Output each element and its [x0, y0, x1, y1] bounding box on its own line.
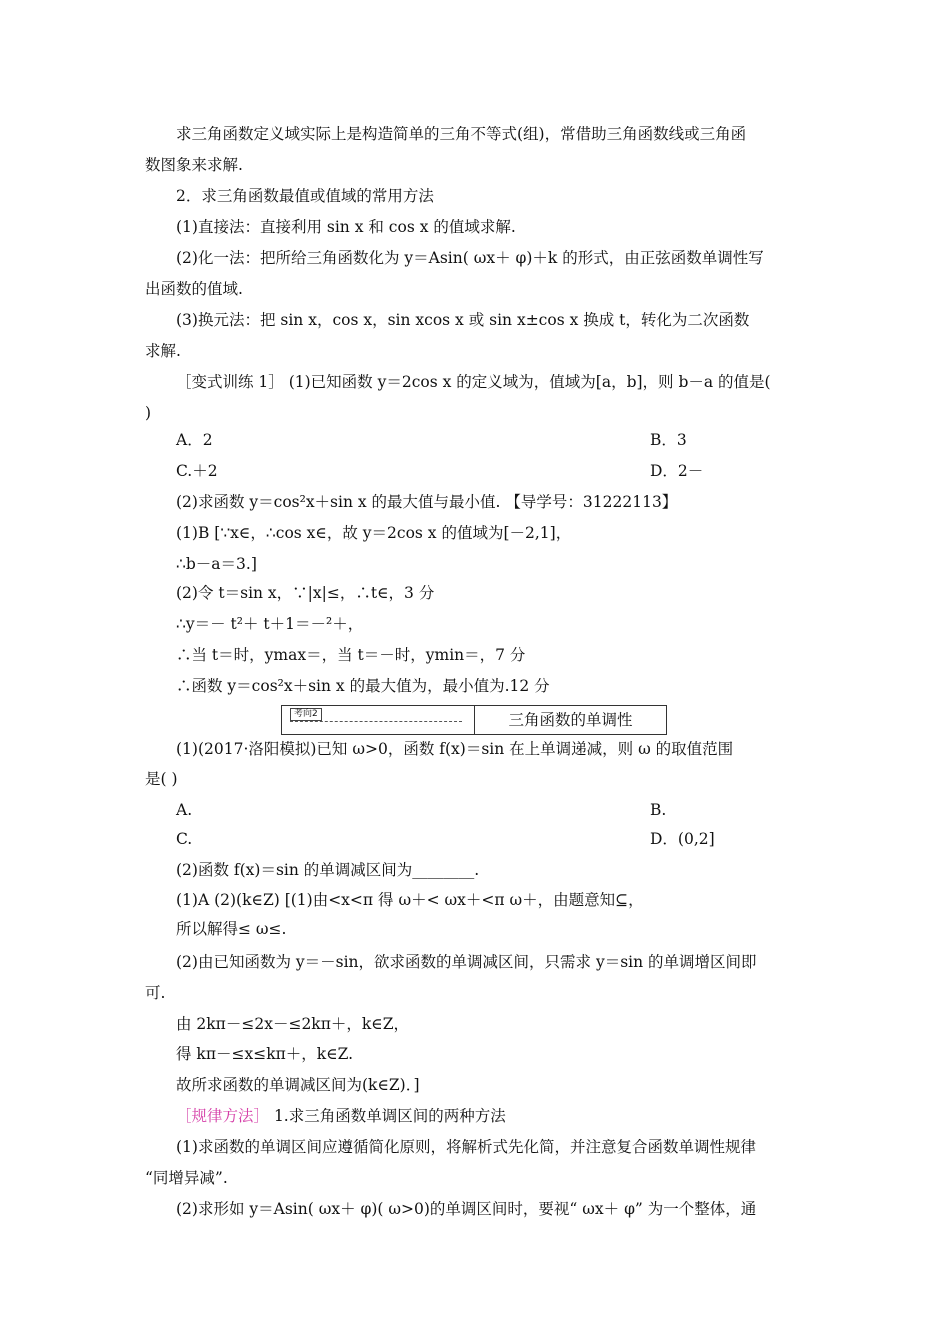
paragraph-line: (2)化一法：把所给三角函数化为 y＝Asin( ωx＋ φ)＋k 的形式，由正弦函数单调性写	[176, 249, 764, 267]
exercise-question: ［变式训练 1］ (1)已知函数 y＝2cos x 的定义域为，值域为[a，b]，则 b－a 的值是(	[176, 373, 771, 391]
paragraph-line: )	[145, 404, 152, 422]
option-row	[176, 799, 667, 821]
method-heading	[176, 1105, 506, 1127]
option-b: B.	[650, 801, 667, 819]
paragraph-line: 求解.	[145, 342, 181, 360]
paragraph-line: (1)直接法：直接利用 sin x 和 cos x 的值域求解.	[176, 218, 516, 236]
option-b: B．3	[650, 431, 687, 449]
topic-label-cell	[282, 706, 475, 734]
answer-line: ∴当 t＝时，ymax＝，当 t＝－时，ymin＝，7 分	[176, 646, 526, 664]
paragraph-line: 数图象来求解.	[145, 156, 243, 174]
section-heading: 2．求三角函数最值或值域的常用方法	[176, 187, 434, 205]
paragraph-line: 是( )	[145, 770, 178, 788]
option-c: C.＋2	[176, 462, 218, 480]
example-question: (1)(2017·洛阳模拟)已知 ω>0，函数 f(x)＝sin 在上单调递减，则 ω 的取值范围	[176, 740, 734, 758]
answer-line: (2)令 t＝sin x，∵|x|≤，∴t∈，3 分	[176, 584, 435, 602]
topic-title: 三角函数的单调性	[508, 711, 633, 729]
topic-box	[281, 705, 667, 735]
method-tag: ［规律方法］	[176, 1107, 270, 1125]
option-c: C.	[176, 830, 193, 848]
example-question: (2)函数 f(x)＝sin 的单调减区间为________.	[176, 861, 480, 879]
answer-line: 得 kπ－≤x≤kπ＋，k∈Z.	[176, 1045, 354, 1063]
divider	[290, 721, 462, 722]
option-row	[176, 460, 704, 482]
option-d: D．(0,2]	[650, 830, 715, 848]
paragraph-line: (1)求函数的单调区间应遵循简化原则，将解析式先化简，并注意复合函数单调性规律	[176, 1138, 756, 1156]
paragraph-line: “同增异减”.	[145, 1169, 228, 1187]
paragraph-line: 求三角函数定义域实际上是构造简单的三角不等式(组)，常借助三角函数线或三角函	[176, 125, 747, 143]
exercise-question: (2)求函数 y＝cos²x＋sin x 的最大值与最小值. 【导学号：31222113】	[176, 493, 678, 511]
answer-line: 由 2kπ－≤2x－≤2kπ＋，k∈Z，	[176, 1015, 410, 1033]
paragraph-line: (3)换元法：把 sin x，cos x，sin xcos x 或 sin x±cos x 换成 t，转化为二次函数	[176, 311, 750, 329]
paragraph-line: (2)求形如 y＝Asin( ωx＋ φ)( ω>0)的单调区间时，要视“ ωx＋ φ” 为一个整体，通	[176, 1200, 757, 1218]
option-row	[176, 828, 715, 850]
answer-line: 所以解得≤ ω≤.	[176, 920, 287, 938]
answer-line: (1)B [∵x∈，∴cos x∈，故 y＝2cos x 的值域为[－2,1]，	[176, 524, 572, 542]
answer-line: 故所求函数的单调减区间为(k∈Z)．]	[176, 1076, 420, 1094]
option-row	[176, 429, 687, 451]
answer-line: ∴函数 y＝cos²x＋sin x 的最大值为，最小值为.12 分	[176, 677, 550, 695]
paragraph-line: 出函数的值域.	[145, 280, 243, 298]
option-d: D．2－	[650, 462, 704, 480]
method-heading-text: 1.求三角函数单调区间的两种方法	[269, 1107, 506, 1125]
answer-line: ∴b－a＝3.]	[176, 555, 257, 573]
answer-line: (2)由已知函数为 y＝－sin，欲求函数的单调减区间，只需求 y＝sin 的单调增区间即	[176, 953, 757, 971]
answer-line: 可.	[145, 984, 166, 1002]
option-a: A．2	[176, 431, 213, 449]
answer-line: (1)A (2)(k∈Z) [(1)由<x<π 得 ω＋< ωx＋<π ω＋，由题意知⊆，	[176, 891, 644, 909]
topic-tag: 考向2	[290, 708, 322, 721]
option-a: A.	[176, 801, 193, 819]
answer-line: ∴y＝－ t²＋ t＋1＝－²＋，	[176, 615, 364, 633]
